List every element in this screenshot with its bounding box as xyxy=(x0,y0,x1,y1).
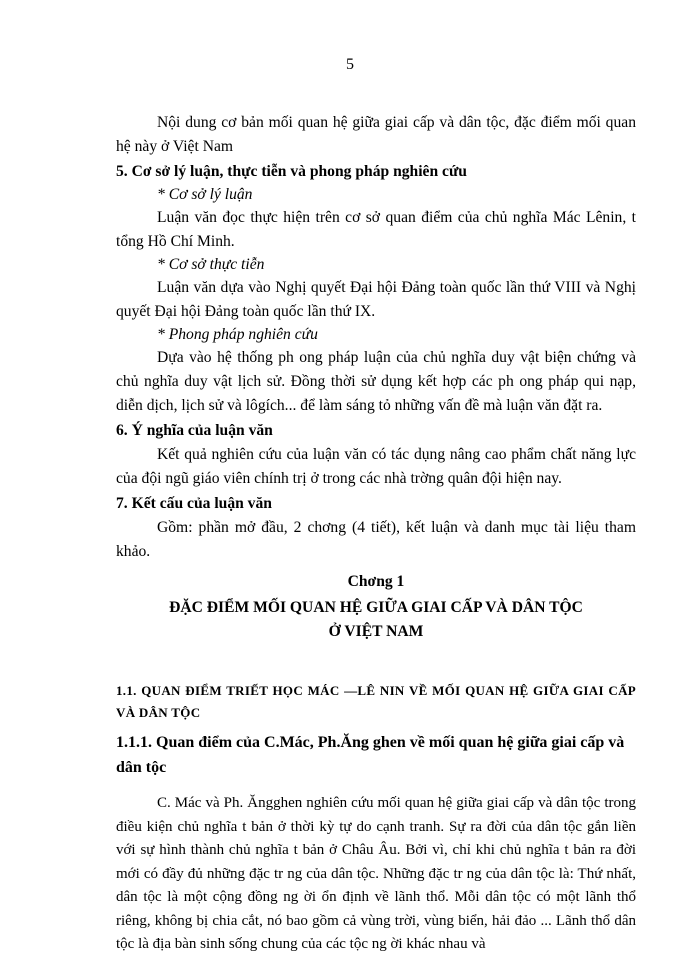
heading-structure: 7. Kết cấu của luận văn xyxy=(116,495,272,512)
paragraph-structure: Gồm: phần mở đầu, 2 chơng (4 tiết), kết luận và danh mục tài liệu tham khảo. xyxy=(116,519,636,560)
subheading-practical-basis: * Cơ sở thực tiễn xyxy=(157,256,265,273)
paragraph-practical-basis: Luận văn dựa vào Nghị quyết Đại hội Đảng toàn quốc lần thứ VIII và Nghị quyết Đại hội Đảng toàn quốc lần thứ IX. xyxy=(116,279,636,320)
heading-basis-methods: 5. Cơ sở lý luận, thực tiễn và phong pháp nghiên cứu xyxy=(116,163,467,180)
paragraph-theory-basis: Luận văn đọc thực hiện trên cơ sở quan điểm của chủ nghĩa Mác Lênin, t tổng Hồ Chí Minh. xyxy=(116,209,636,250)
paragraph-significance: Kết quả nghiên cứu của luận văn có tác dụng nâng cao phẩm chất năng lực của đội ngũ giáo viên chính trị ở trong các nhà trờng quân đội hiện nay. xyxy=(116,446,636,487)
page-content xyxy=(116,111,636,957)
paragraph-methods: Dựa vào hệ thống ph ong pháp luận của chủ nghĩa duy vật biện chứng và chủ nghĩa duy vật lịch sử. Đồng thời sử dụng kết hợp các ph ong pháp qui nạp, diễn dịch, lịch sử và lôgích... để làm sáng tỏ những vấn đề mà luận văn đặt ra. xyxy=(116,349,636,414)
chapter-label: Chơng 1 xyxy=(347,573,405,590)
section-heading-1-1: 1.1. QUAN ĐIỂM TRIẾT HỌC MÁC —LÊ NIN VỀ MỐI QUAN HỆ GIỮA GIAI CẤP VÀ DÂN TỘC xyxy=(116,683,636,720)
subheading-theory-basis: * Cơ sở lý luận xyxy=(157,186,253,203)
section-heading-1-1-1: 1.1.1. Quan điểm của C.Mác, Ph.Ăng ghen về mối quan hệ giữa giai cấp và dân tộc xyxy=(116,734,625,776)
page-number: 5 xyxy=(346,56,354,73)
chapter-title-line-1: ĐẶC ĐIỂM MỐI QUAN HỆ GIỮA GIAI CẤP VÀ DÂN TỘC xyxy=(169,599,583,616)
paragraph-content-summary: Nội dung cơ bản mối quan hệ giữa giai cấp và dân tộc, đặc điểm mối quan hệ này ở Việt Nam xyxy=(116,114,636,155)
paragraph-marx-engels: C. Mác và Ph. Ăngghen nghiên cứu mối quan hệ giữa giai cấp và dân tộc trong điều kiện chủ nghĩa t bản ở thời kỳ tự do cạnh tranh. Sự ra đời của dân tộc gắn liền với sự hình thành chủ nghĩa t bản ở Châu Âu. Bởi vì, chỉ khi chủ nghĩa t bản ra đời mới có đầy đủ những đặc tr ng của dân tộc. Những đặc tr ng của dân tộc là: Thứ nhất, dân tộc là một cộng đồng ng ời ổn định về lãnh thổ. Mỗi dân tộc có một lãnh thổ riêng, không bị chia cắt, nó bao gồm cả vùng trời, vùng biển, hải đảo ... Lãnh thổ dân tộc là địa bàn sinh sống chung của các tộc ng ời khác nhau và xyxy=(116,795,636,952)
subheading-methods: * Phong pháp nghiên cứu xyxy=(157,326,318,343)
heading-significance: 6. Ý nghĩa của luận văn xyxy=(116,422,273,439)
chapter-title-line-2: Ở VIỆT NAM xyxy=(328,623,424,640)
